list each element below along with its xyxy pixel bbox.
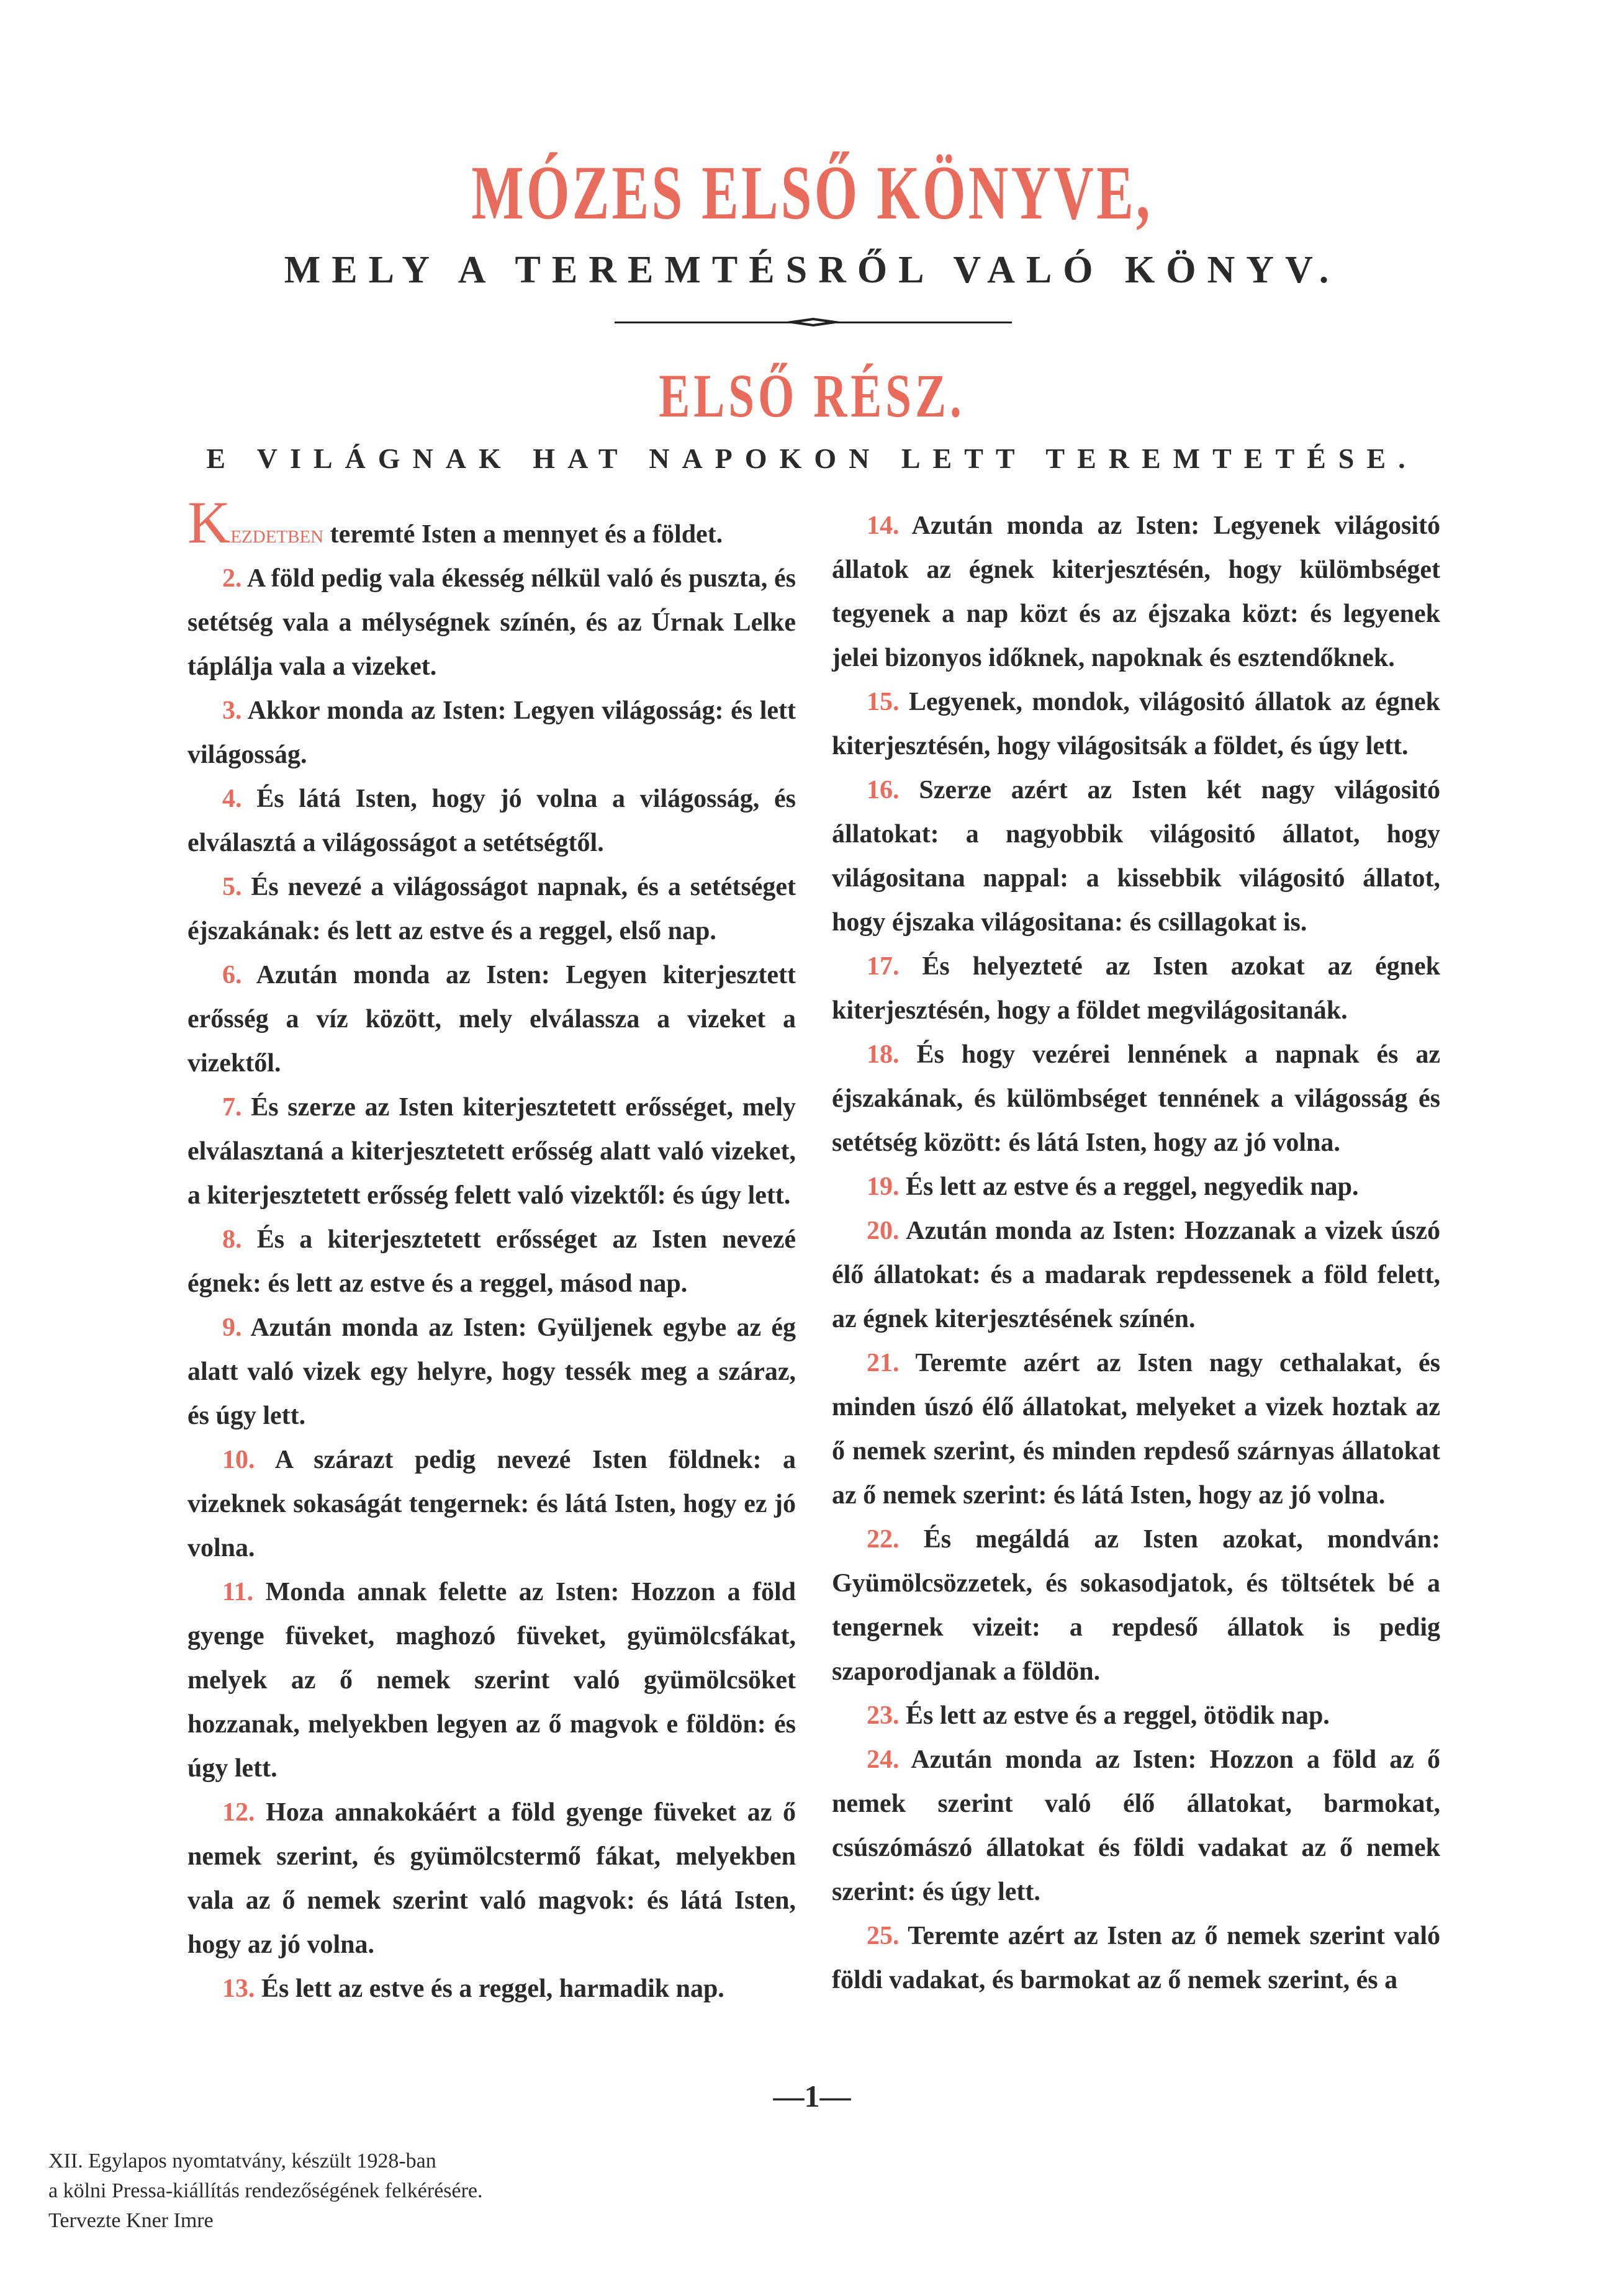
- verse-text: Azután monda az Isten: Hozzon a föld az ő nemek szerint való élő állatokat, barmokat, csúszómászó állatokat és földi vadakat az ő nemek szerint: és úgy lett.: [832, 1745, 1440, 1906]
- verse-text: A föld pedig vala ékesség nélkül való és puszta, és setétség vala a mélységnek színén, és az Úrnak Lelke táplálja vala a vizeket.: [187, 564, 796, 681]
- verse-15: [832, 680, 1440, 768]
- verse-text: A szárazt pedig nevezé Isten földnek: a vizeknek sokaságát tengernek: és látá Isten, hogy ez jó volna.: [187, 1446, 796, 1562]
- verse-number: 20.: [867, 1217, 900, 1245]
- verse-9: [187, 1306, 796, 1438]
- verse-text: És lett az estve és a reggel, harmadik nap.: [255, 1974, 724, 2003]
- verse-number: 15.: [867, 688, 900, 716]
- verse-number: 7.: [222, 1093, 242, 1122]
- verse-text: És szerze az Isten kiterjesztetett erősséget, mely elválasztaná a kiterjesztetett erősség alatt való vizeket, a kiterjesztetett erősség felett való vizektől: és úgy lett.: [187, 1093, 796, 1210]
- part-title: ELSŐ RÉSZ.: [659, 361, 965, 430]
- verse-number: 22.: [867, 1525, 900, 1554]
- verse-text: És nevezé a világosságot napnak, és a setétséget éjszakának: és lett az estve és a reggel, első nap.: [187, 873, 796, 945]
- verse-text: teremté Isten a mennyet és a földet.: [323, 520, 723, 549]
- verse-number: 24.: [867, 1745, 900, 1774]
- verse-text: Teremte azért az Isten az ő nemek szerint való földi vadakat, és barmokat az ő nemek szerint, és a: [832, 1922, 1440, 1994]
- verse-text: És lett az estve és a reggel, negyedik nap.: [899, 1173, 1359, 1201]
- verse-number: 2.: [222, 564, 242, 593]
- verse-25: [832, 1914, 1440, 2002]
- verse-7: [187, 1086, 796, 1218]
- verse-text: És megáldá az Isten azokat, mondván: Gyümölcsözzetek, és sokasodjatok, és töltsétek bé a tengernek vizeit: a repdeső állatok is pedig szaporodjanak a földön.: [832, 1525, 1440, 1686]
- verse-8: [187, 1218, 796, 1306]
- verse-number: 17.: [867, 952, 900, 981]
- verse-number: 10.: [222, 1446, 255, 1474]
- right-text-column: [832, 504, 1440, 2002]
- verse-number: 9.: [222, 1313, 242, 1342]
- verse-text: És helyezteté az Isten azokat az égnek kiterjesztésén, hogy a földet megvilágositanák.: [832, 952, 1440, 1025]
- verse-text: Monda annak felette az Isten: Hozzon a föld gyenge füveket, maghozó füveket, gyümölcsfákat, melyek az ő nemek szerint való gyümölcsöket hozzanak, melyekben legyen az ő magvok e földön: és úgy lett.: [187, 1578, 796, 1783]
- book-title: MÓZES ELSŐ KÖNYVE,: [471, 150, 1153, 235]
- verse-2: [187, 557, 796, 689]
- page-number: —1—: [773, 2079, 851, 2114]
- verse-number: 14.: [867, 511, 900, 540]
- opening-word: ezdetben: [230, 520, 324, 549]
- verse-13: [187, 1967, 796, 2011]
- verse-19: [832, 1165, 1440, 1209]
- verse-22: [832, 1518, 1440, 1694]
- verse-20: [832, 1209, 1440, 1341]
- verse-10: [187, 1438, 796, 1570]
- verse-number: 5.: [222, 873, 242, 901]
- caption-line: a kölni Pressa-kiállítás rendezőségének felkérésére.: [48, 2179, 483, 2202]
- ornament-divider: [615, 318, 1012, 326]
- verse-text: Hoza annakokáért a föld gyenge füveket az ő nemek szerint, és gyümölcstermő fákat, melyekben vala az ő nemek szerint való magvok: és látá Isten, hogy az jó volna.: [187, 1798, 796, 1959]
- verse-6: [187, 953, 796, 1086]
- verse-11: [187, 1570, 796, 1791]
- book-subtitle: MELY A TEREMTÉSRŐL VALÓ KÖNYV.: [284, 249, 1340, 291]
- print-caption: [48, 2146, 793, 2236]
- verse-number: 4.: [222, 785, 242, 813]
- verse-number: 13.: [222, 1974, 255, 2003]
- verse-3: [187, 689, 796, 777]
- part-subtitle: E VILÁGNAK HAT NAPOKON LETT TEREMTETÉSE.: [206, 443, 1418, 474]
- caption-line: XII. Egylapos nyomtatvány, készült 1928-ban: [48, 2150, 436, 2172]
- verse-text: Azután monda az Isten: Legyen kiterjesztett erősség a víz között, mely elválassza a vizeket a vizektől.: [187, 961, 796, 1078]
- verse-text: Teremte azért az Isten nagy cethalakat, és minden úszó élő állatokat, melyeket a vizek hoztak az ő nemek szerint, és minden repdeső szárnyas állatokat az ő nemek szerint: és látá Isten, hogy az jó volna.: [832, 1349, 1440, 1510]
- verse-text: És hogy vezérei lennének a napnak és az éjszakának, és külömbséget tennének a világosság és setétség között: és látá Isten, hogy az jó volna.: [832, 1040, 1440, 1157]
- caption-line: Tervezte Kner Imre: [48, 2209, 214, 2232]
- verse-number: 11.: [222, 1578, 254, 1606]
- verse-4: [187, 777, 796, 865]
- verse-18: [832, 1033, 1440, 1165]
- verse-text: És látá Isten, hogy jó volna a világosság, és elválasztá a világosságot a setétségtől.: [187, 785, 796, 857]
- verse-number: 12.: [222, 1798, 255, 1827]
- verse-text: Azután monda az Isten: Hozzanak a vizek úszó élő állatokat: és a madarak repdessenek a föld felett, az égnek kiterjesztésének színén.: [832, 1217, 1440, 1333]
- verse-number: 18.: [867, 1040, 900, 1069]
- verse-14: [832, 504, 1440, 680]
- verse-number: 19.: [867, 1173, 900, 1201]
- verse-1: [187, 489, 796, 557]
- verse-text: És a kiterjesztetett erősséget az Isten nevezé égnek: és lett az estve és a reggel, másod nap.: [187, 1225, 796, 1298]
- verse-number: 23.: [867, 1701, 900, 1730]
- verse-number: 21.: [867, 1349, 900, 1377]
- verse-16: [832, 768, 1440, 945]
- verse-24: [832, 1738, 1440, 1914]
- verse-text: Akkor monda az Isten: Legyen világosság: és lett világosság.: [187, 696, 796, 769]
- verse-number: 25.: [867, 1922, 900, 1950]
- verse-text: Legyenek, mondok, világositó állatok az égnek kiterjesztésén, hogy világositsák a földet, és úgy lett.: [832, 688, 1440, 760]
- verse-text: És lett az estve és a reggel, ötödik nap.: [899, 1701, 1330, 1730]
- verse-17: [832, 945, 1440, 1033]
- verse-23: [832, 1694, 1440, 1738]
- verse-text: Azután monda az Isten: Legyenek világositó állatok az égnek kiterjesztésén, hogy külömbséget tegyenek a nap közt és az éjszaka közt: és legyenek jelei bizonyos időknek, napoknak és esztendőknek.: [832, 511, 1440, 672]
- drop-cap: K: [187, 489, 231, 556]
- verse-number: 3.: [222, 696, 242, 725]
- verse-number: 8.: [222, 1225, 242, 1254]
- verse-5: [187, 865, 796, 953]
- verse-21: [832, 1341, 1440, 1518]
- verse-number: 16.: [867, 776, 900, 804]
- verse-12: [187, 1791, 796, 1967]
- verse-number: 6.: [222, 961, 242, 989]
- verse-text: Szerze azért az Isten két nagy világositó állatokat: a nagyobbik világositó állatot, hogy világositana nappal: a kissebbik világositó állatot, hogy éjszaka világositana: és csillagokat is.: [832, 776, 1440, 937]
- left-text-column: [187, 489, 796, 2011]
- verse-text: Azután monda az Isten: Gyüljenek egybe az ég alatt való vizek egy helyre, hogy tessék meg a száraz, és úgy lett.: [187, 1313, 796, 1430]
